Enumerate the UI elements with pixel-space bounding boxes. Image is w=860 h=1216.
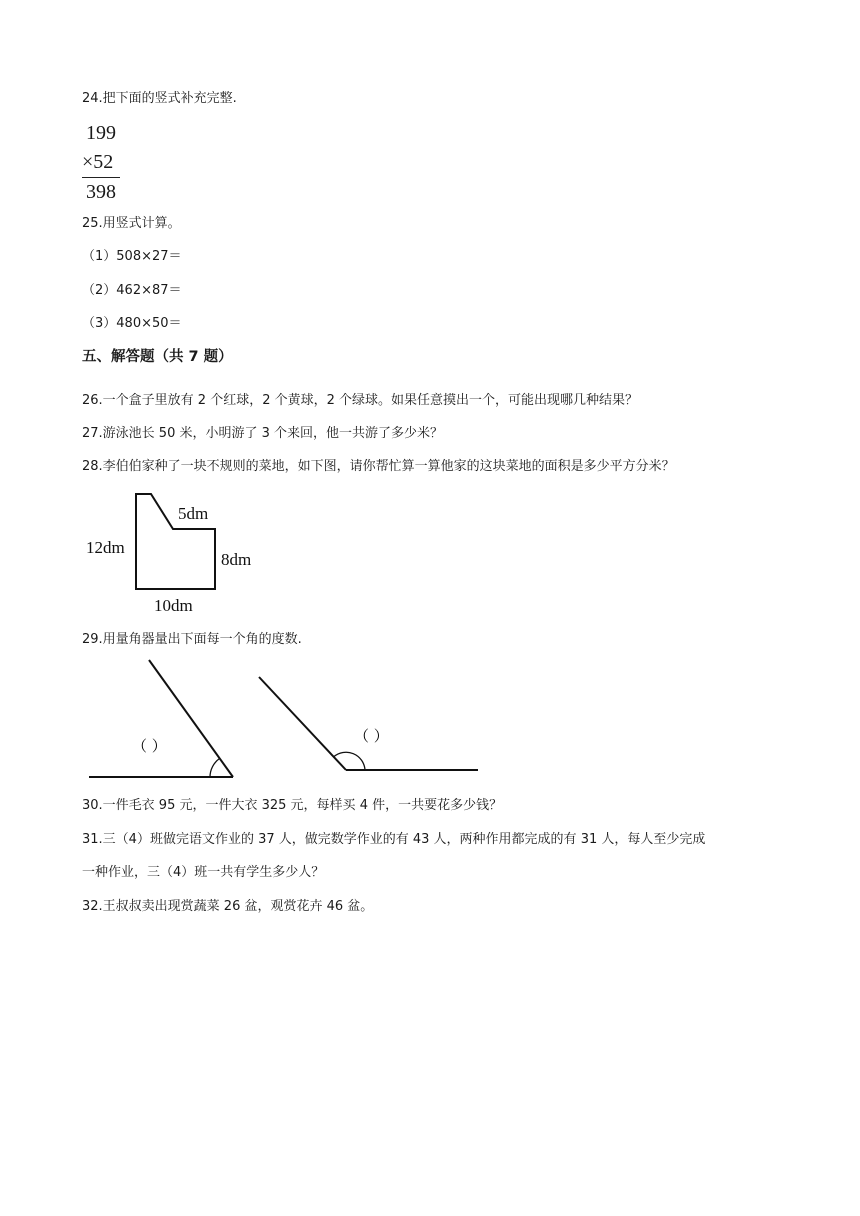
question-28-text: 28.李伯伯家种了一块不规则的菜地，如下图，请你帮忙算一算他家的这块菜地的面积是多少平方分米？ [82,459,675,474]
vertical-multiplicand: 199 [86,122,116,144]
question-29-text: 29.用量角器量出下面每一个角的度数. [82,632,302,647]
question-30-text: 30.一件毛衣 95 元，一件大衣 325 元，每样买 4 件，一共要花多少钱？ [82,798,503,813]
label-bottom: 10dm [154,596,193,615]
vertical-partial-product: 398 [86,181,116,203]
question-25-text: 25.用竖式计算。 [82,216,181,231]
angle-1-blank: （ ） [132,737,167,755]
question-32-text: 32.王叔叔卖出现赏蔬菜 26 盆，观赏花卉 46 盆。 [82,899,374,914]
question-26-text: 26.一个盒子里放有 2 个红球，2 个黄球，2 个绿球。如果任意摸出一个，可能出现哪几种结果？ [82,393,639,408]
question-25-item-1: （1）508×27＝ [82,249,182,264]
angle-2-blank: （ ） [354,727,389,745]
question-27-text: 27.游泳池长 50 米，小明游了 3 个来回，他一共游了多少米？ [82,426,444,441]
angle-arc-1 [210,759,220,778]
label-top: 5dm [178,504,209,523]
angle-2 [259,677,478,770]
question-25-item-2: （2）462×87＝ [82,283,182,298]
label-right: 8dm [221,550,252,569]
vertical-multiplier: ×52 [82,151,114,173]
question-24-text: 24.把下面的竖式补充完整. [82,91,237,106]
question-25-item-3: （3）480×50＝ [82,316,182,331]
question-31-line-2: 一种作业，三（4）班一共有学生多少人？ [82,865,325,880]
label-left: 12dm [86,538,125,557]
section-heading: 五、解答题（共 7 题） [82,349,233,365]
question-31-line-1: 31.三（4）班做完语文作业的 37 人，做完数学作业的有 43 人，两种作用都完成的有 31 人，每人至少完成 [82,832,706,847]
angle-1 [89,660,233,777]
